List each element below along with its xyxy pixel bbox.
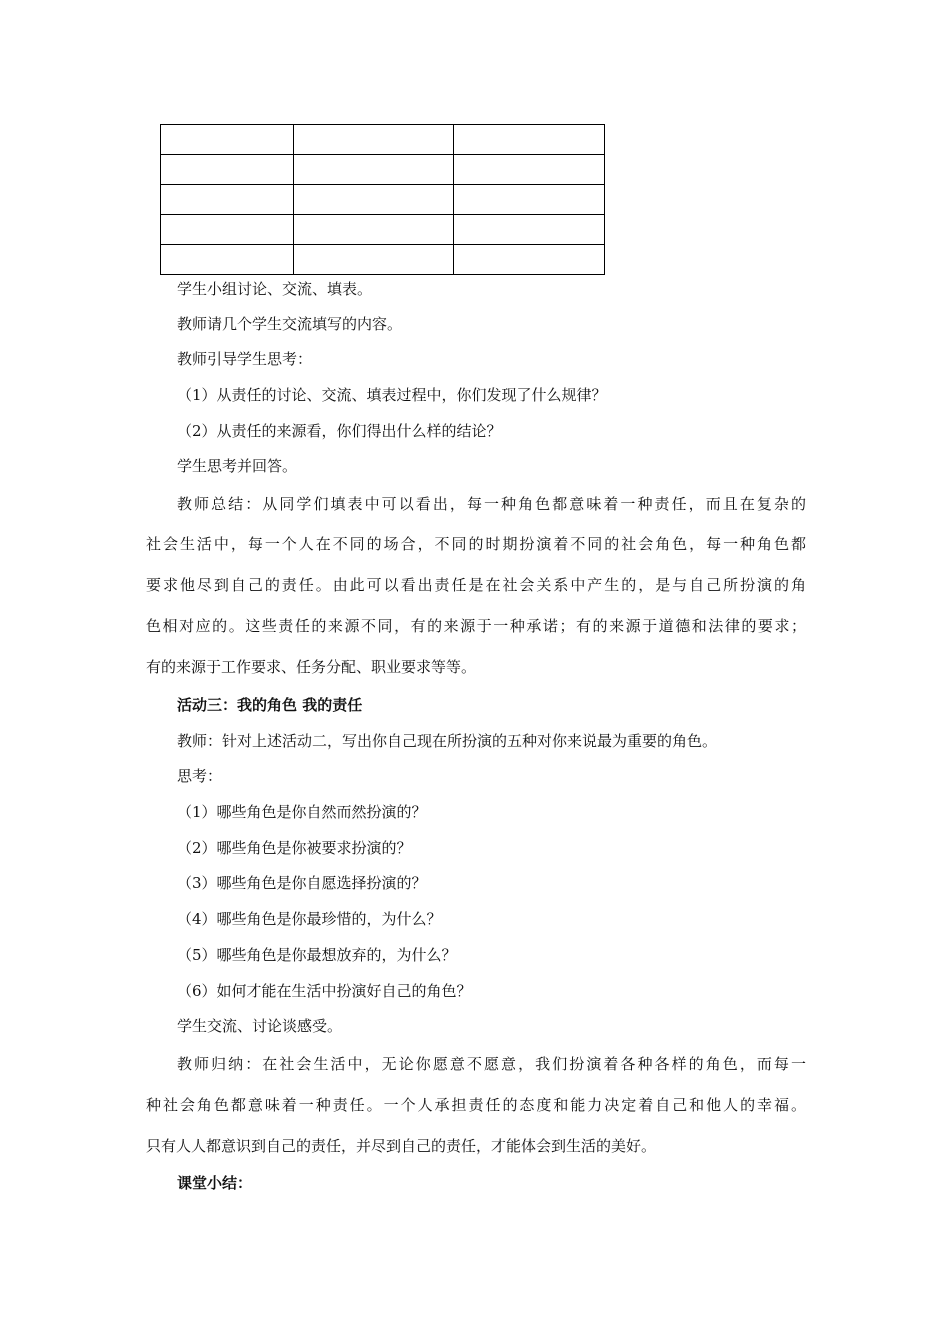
text-line: 学生思考并回答。 bbox=[177, 457, 298, 475]
table-cell bbox=[294, 245, 454, 275]
question-line: （5）哪些角色是你最想放弃的，为什么？ bbox=[177, 946, 457, 964]
table-cell bbox=[161, 215, 294, 245]
table-cell bbox=[454, 215, 605, 245]
paragraph-line: 有的来源于工作要求、任务分配、职业要求等等。 bbox=[146, 658, 477, 676]
text-line: 学生小组讨论、交流、填表。 bbox=[177, 280, 373, 298]
table-cell bbox=[454, 245, 605, 275]
question-line: （6）如何才能在生活中扮演好自己的角色？ bbox=[177, 982, 472, 1000]
section-heading: 课堂小结： bbox=[177, 1174, 253, 1192]
table-row bbox=[161, 215, 605, 245]
table-cell bbox=[294, 155, 454, 185]
table-cell bbox=[294, 125, 454, 155]
question-line: （1）哪些角色是你自然而然扮演的？ bbox=[177, 803, 427, 821]
paragraph-line: 社会生活中，每一个人在不同的场合，不同的时期扮演着不同的社会角色，每一种角色都 bbox=[146, 535, 806, 553]
table-row bbox=[161, 185, 605, 215]
blank-table bbox=[160, 124, 605, 275]
paragraph-line: 教师总结：从同学们填表中可以看出，每一种角色都意味着一种责任，而且在复杂的 bbox=[177, 495, 806, 513]
table-cell bbox=[161, 245, 294, 275]
text-line: 学生交流、讨论谈感受。 bbox=[177, 1017, 343, 1035]
table-cell bbox=[454, 185, 605, 215]
paragraph-line: 教师归纳：在社会生活中，无论你愿意不愿意，我们扮演着各种各样的角色，而每一 bbox=[177, 1055, 806, 1073]
question-line: （2）从责任的来源看，你们得出什么样的结论？ bbox=[177, 422, 502, 440]
table-row bbox=[161, 245, 605, 275]
paragraph-line: 种社会角色都意味着一种责任。一个人承担责任的态度和能力决定着自己和他人的幸福。 bbox=[146, 1096, 806, 1114]
table-row bbox=[161, 155, 605, 185]
table-cell bbox=[161, 185, 294, 215]
table-cell bbox=[161, 155, 294, 185]
section-heading: 活动三：我的角色 我的责任 bbox=[177, 696, 363, 714]
question-line: （3）哪些角色是你自愿选择扮演的？ bbox=[177, 874, 427, 892]
table-cell bbox=[454, 155, 605, 185]
table-cell bbox=[294, 215, 454, 245]
table-cell bbox=[294, 185, 454, 215]
question-line: （2）哪些角色是你被要求扮演的？ bbox=[177, 839, 412, 857]
text-line: 思考： bbox=[177, 767, 223, 785]
paragraph-line: 要求他尽到自己的责任。由此可以看出责任是在社会关系中产生的，是与自己所扮演的角 bbox=[146, 576, 806, 594]
text-line: 教师请几个学生交流填写的内容。 bbox=[177, 315, 403, 333]
paragraph-line: 色相对应的。这些责任的来源不同，有的来源于一种承诺；有的来源于道德和法律的要求； bbox=[146, 617, 806, 635]
table-row bbox=[161, 125, 605, 155]
table-cell bbox=[161, 125, 294, 155]
text-line: 教师引导学生思考： bbox=[177, 350, 313, 368]
paragraph-line: 只有人人都意识到自己的责任，并尽到自己的责任，才能体会到生活的美好。 bbox=[146, 1137, 657, 1155]
text-line: 教师：针对上述活动二，写出你自己现在所扮演的五种对你来说最为重要的角色。 bbox=[177, 732, 718, 750]
question-line: （4）哪些角色是你最珍惜的，为什么？ bbox=[177, 910, 442, 928]
question-line: （1）从责任的讨论、交流、填表过程中，你们发现了什么规律？ bbox=[177, 386, 607, 404]
table-cell bbox=[454, 125, 605, 155]
